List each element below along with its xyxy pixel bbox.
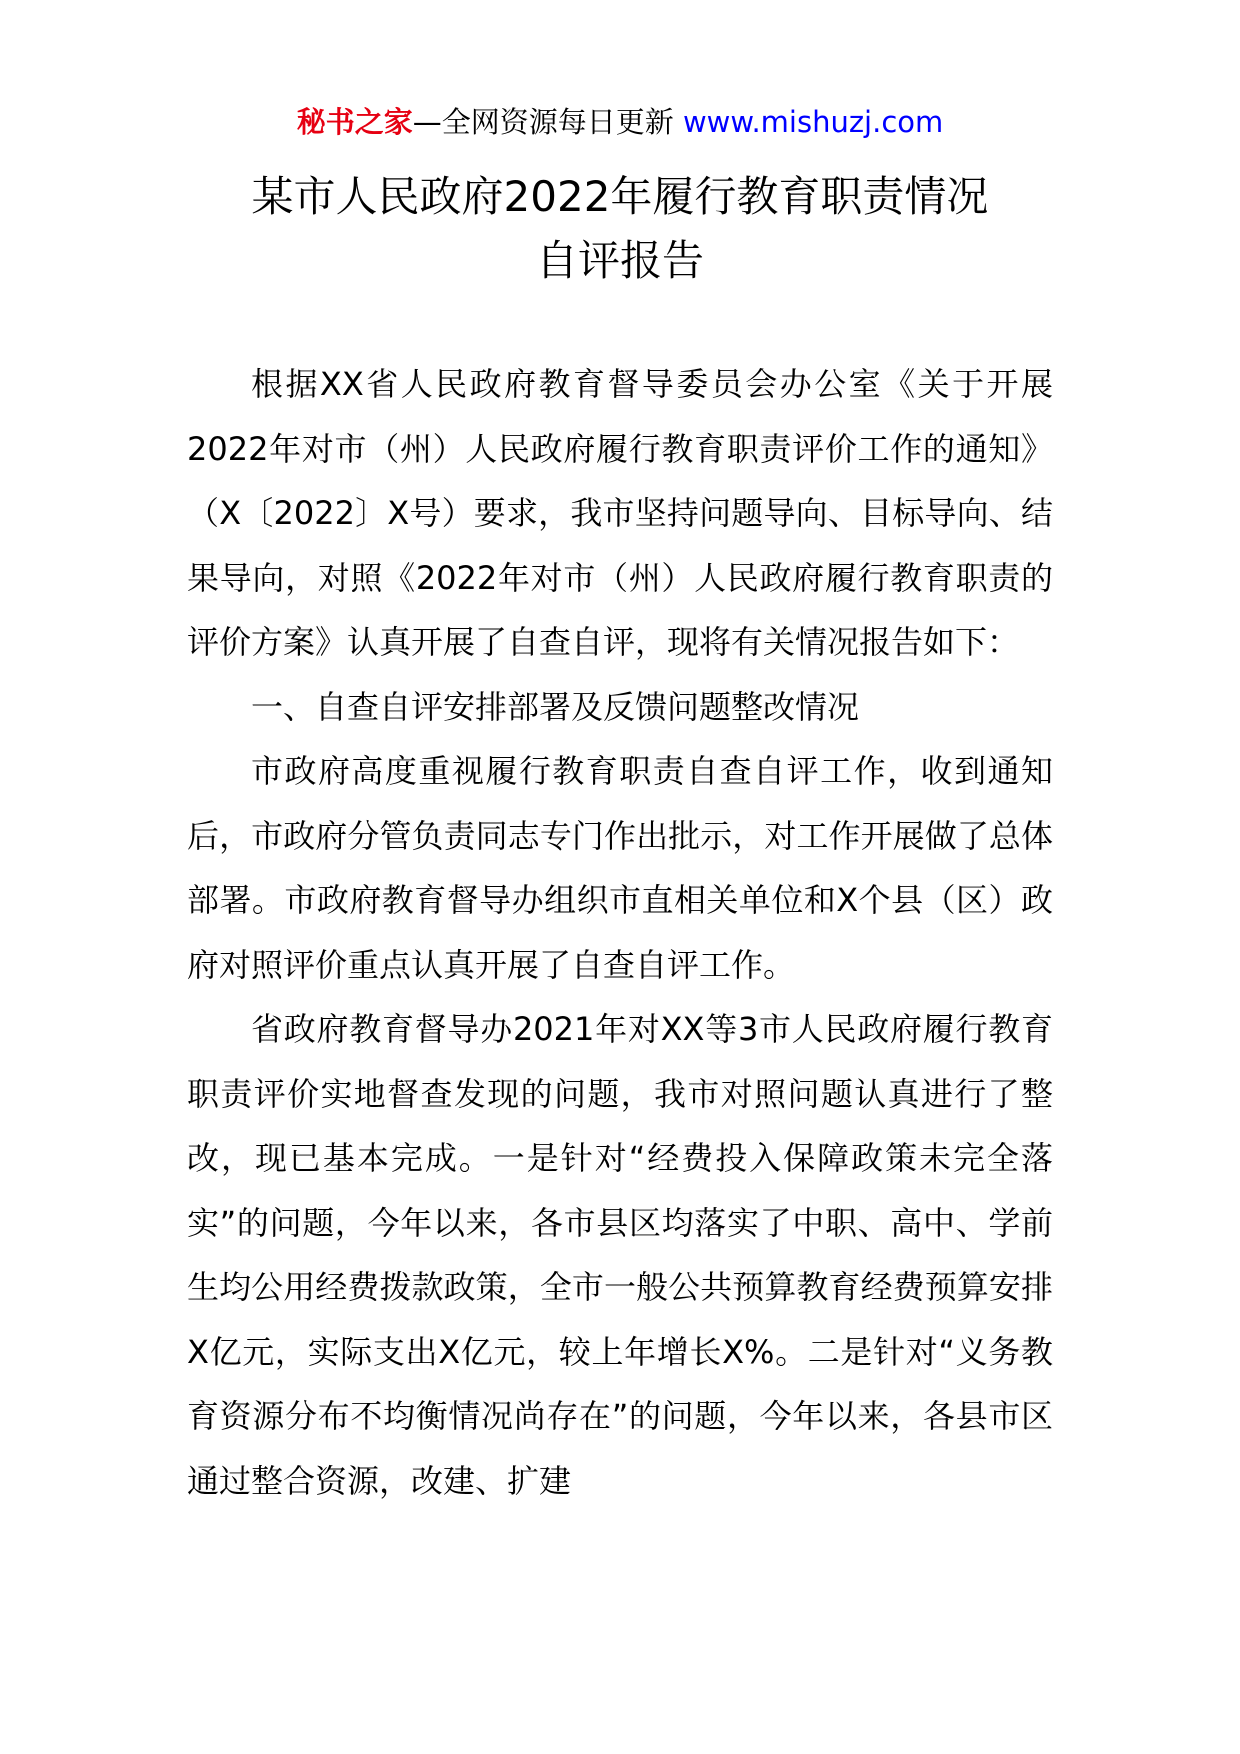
paragraph-arrangement: 市政府高度重视履行教育职责自查自评工作，收到通知后，市政府分管负责同志专门作出批示，对工作开展做了总体部署。市政府教育督导办组织市直相关单位和X个县（区）政府对照评价重点认真开展了自查自评工作。 [187, 752, 1053, 984]
paragraph-intro: 根据XX省人民政府教育督导委员会办公室《关于开展2022年对市（州）人民政府履行教育职责评价工作的通知》（X〔2022〕X号）要求，我市坚持问题导向、目标导向、结果导向，对照《2022年对市（州）人民政府履行教育职责的评价方案》认真开展了自查自评，现将有关情况报告如下： [187, 365, 1053, 661]
document-body [187, 352, 1053, 1513]
header-tagline: —全网资源每日更新 [412, 105, 674, 139]
site-url-link[interactable]: www.mishuzj.com [682, 105, 944, 139]
title-line-1: 某市人民政府2022年履行教育职责情况 [251, 172, 989, 221]
title-line-2: 自评报告 [535, 236, 704, 285]
document-title [0, 165, 1240, 293]
section-heading-1: 一、自查自评安排部署及反馈问题整改情况 [251, 687, 860, 726]
site-header-banner [0, 102, 1240, 142]
paragraph-rectification: 省政府教育督导办2021年对XX等3市人民政府履行教育职责评价实地督查发现的问题，我市对照问题认真进行了整改，现已基本完成。一是针对“经费投入保障政策未完全落实”的问题，今年以来，各市县区均落实了中职、高中、学前生均公用经费拨款政策，全市一般公共预算教育经费预算安排X亿元，实际支出X亿元，较上年增长X%。二是针对“义务教育资源分布不均衡情况尚存在”的问题，今年以来，各县市区通过整合资源，改建、扩建 [187, 1010, 1053, 1500]
brand-name: 秘书之家 [296, 105, 413, 139]
